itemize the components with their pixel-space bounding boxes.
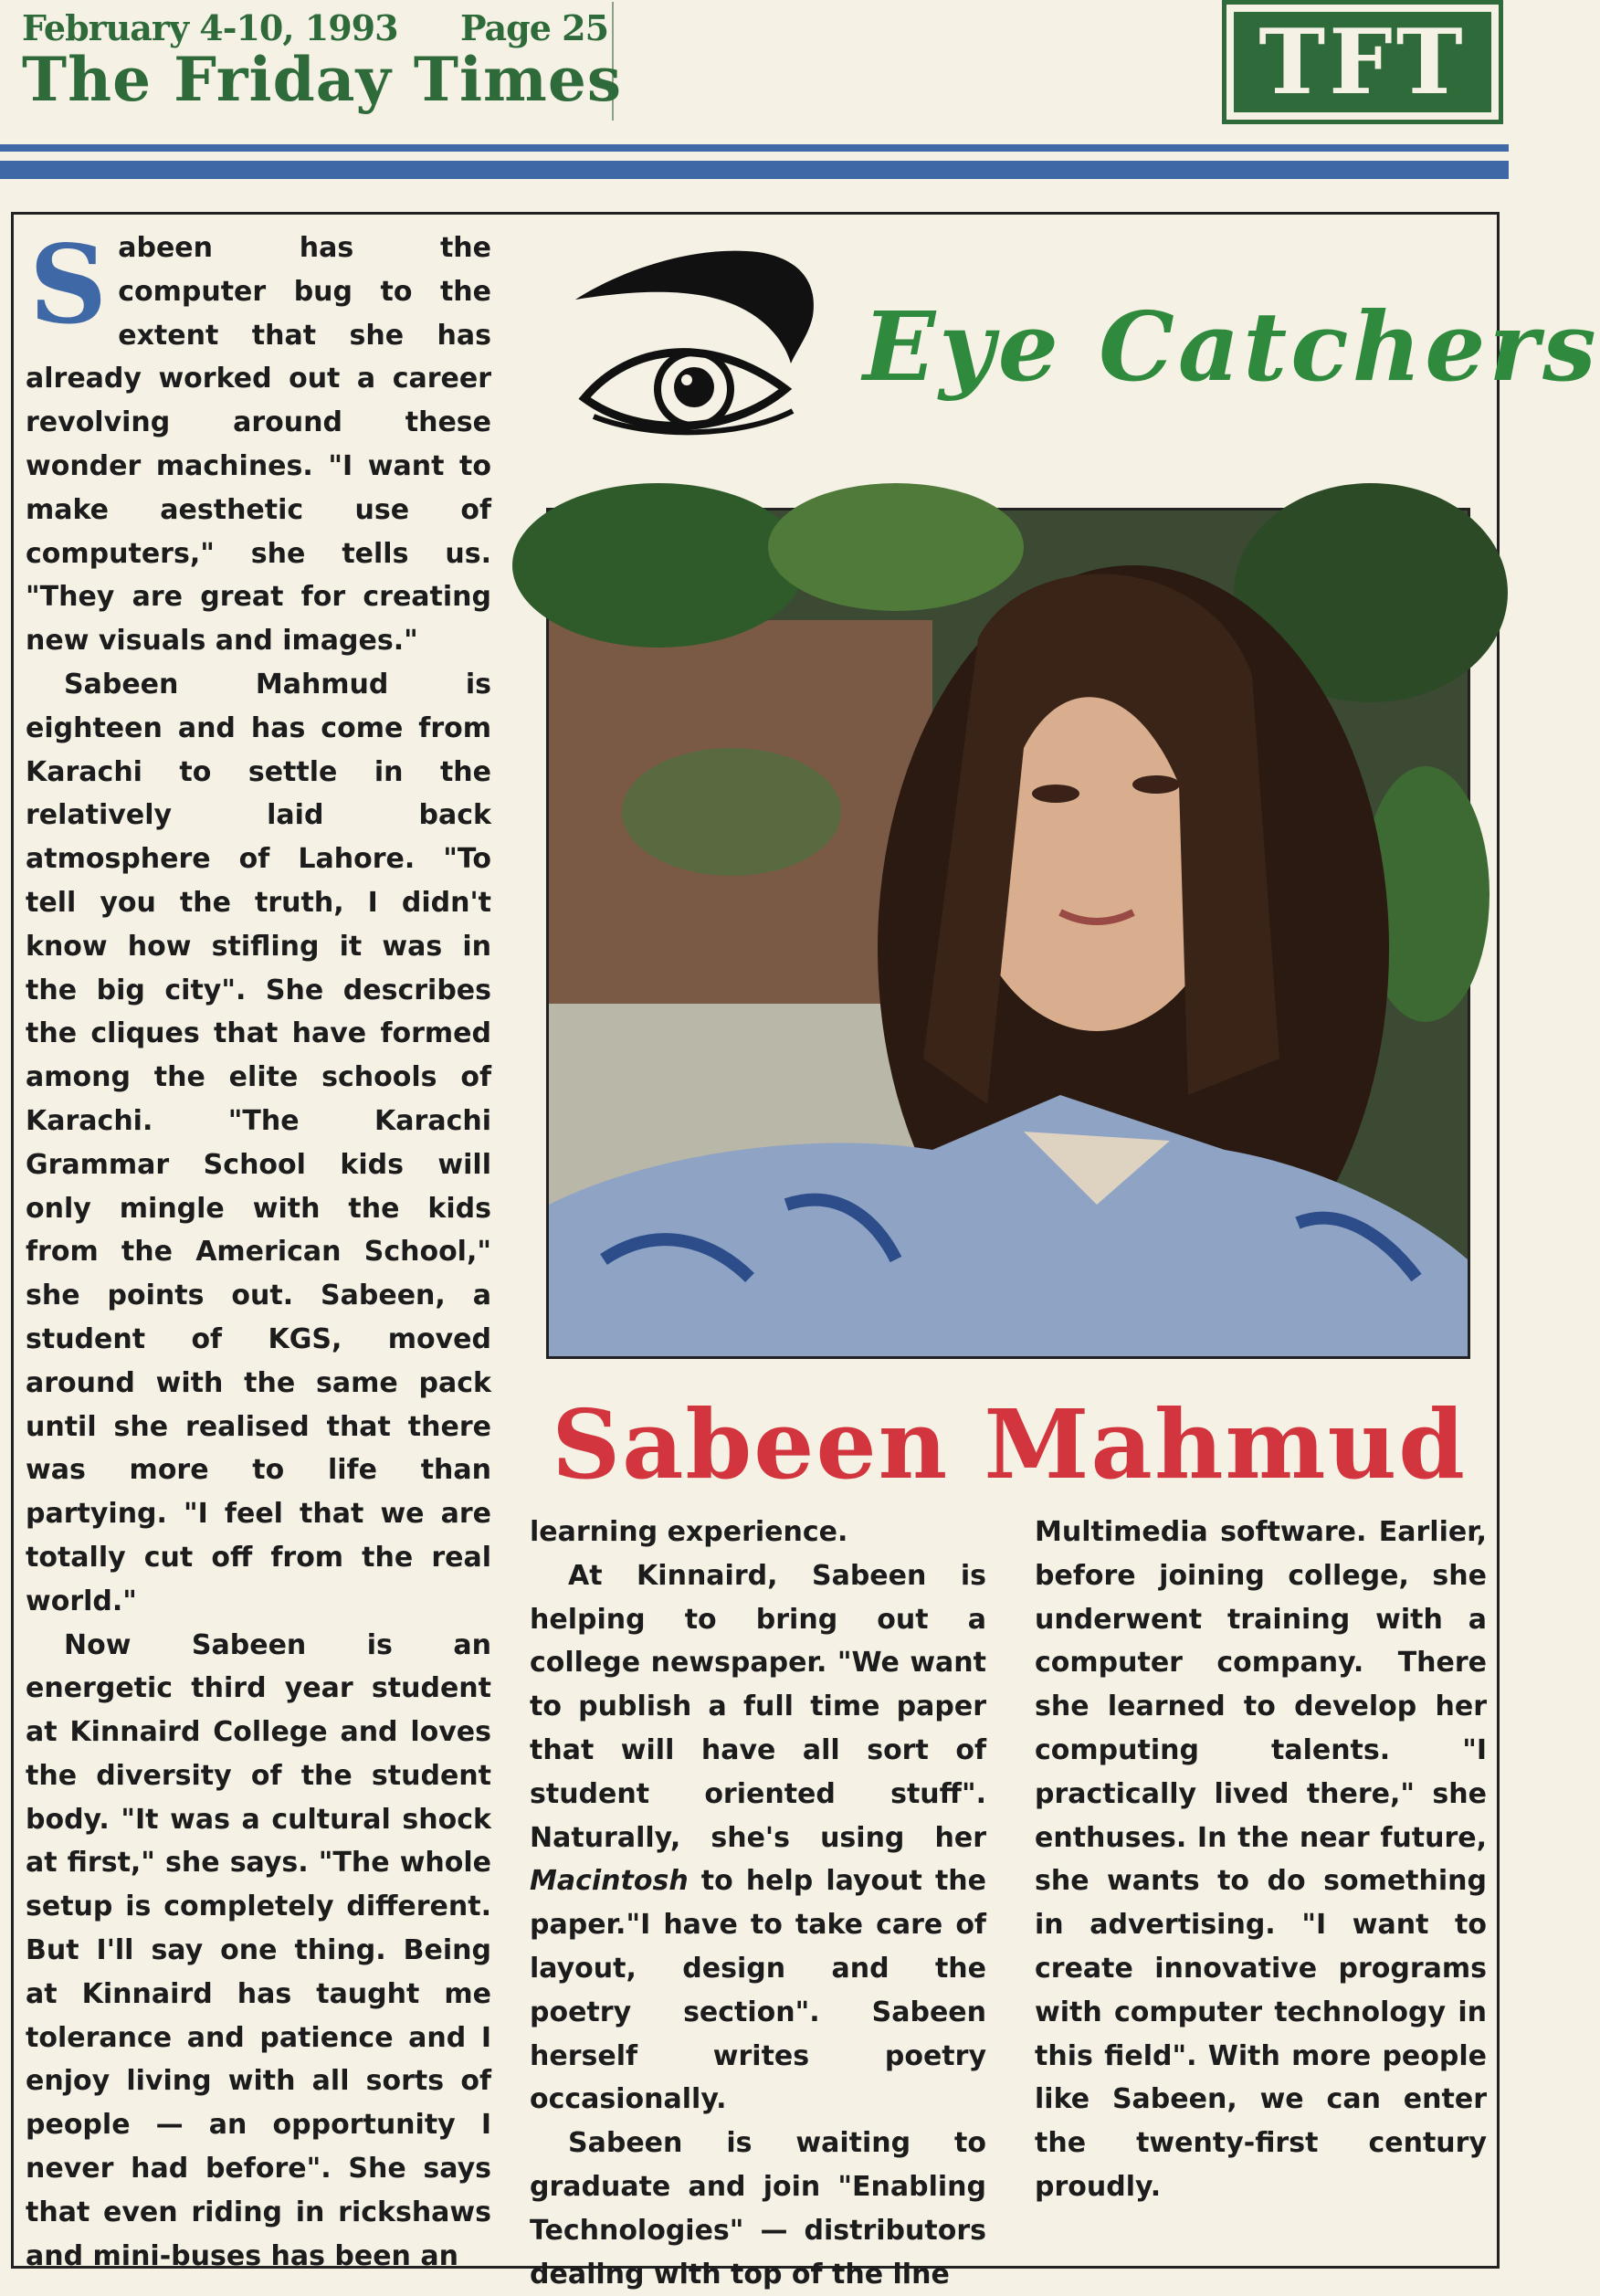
paragraph: Sabeen Mahmud is eighteen and has come from Karachi to settle in the relatively laid back atmosphere of Lahore. "To tell you the truth, I didn't know how stifling it was in the big city". She describes the cliques that have formed among the elite schools of Karachi. "The Karachi Grammar School kids will only mingle with the kids from the American School," she points out. Sabeen, a student of KGS, moved around with the same pack until she realised that there was more to life than partying. "I feel that we are totally cut off from the real world." <box>26 668 491 1617</box>
issue-date: February 4-10, 1993 <box>22 7 398 48</box>
article-column-1 <box>26 221 491 2278</box>
masthead-left <box>13 2 623 121</box>
drop-cap: S <box>29 221 108 348</box>
section-title: Eye Catchers <box>863 290 1600 403</box>
paragraph: abeen has the computer bug to the extent that she has already worked out a career revolving around these wonder machines. "I want to make aesthetic use of computers," she tells us. "They are great for creating new visuals and images." <box>26 232 491 658</box>
masthead <box>0 0 1509 137</box>
paragraph: learning experience. <box>530 1516 848 1548</box>
paragraph: Multimedia software. Earlier, before joining college, she underwent training with a computer company. There she learned to develop her computing talents. "I practically lived there," she enthuses. In the near future, she wants to do something in advertising. "I want to create innovative programs with computer technology in this field". With more people like Sabeen, we can enter the twenty-first century proudly. <box>1035 1516 1487 2203</box>
eye-icon <box>557 243 831 438</box>
paragraph-text: to help layout the paper."I have to take care of layout, design and the poetry section". Sabeen herself writes poetry occasionally. <box>530 1865 986 2116</box>
page-number: Page 25 <box>460 7 609 48</box>
paragraph: Sabeen is waiting to graduate and join "Enabling Technologies" — distributors dealing with top of the line <box>530 2127 986 2291</box>
top-rule <box>0 144 1509 152</box>
portrait-photo <box>546 508 1470 1359</box>
paragraph-text: At Kinnaird, Sabeen is helping to bring out a college newspaper. "We want to publish a full time paper that will have all sort of student oriented stuff". Naturally, she's using her <box>530 1559 986 1854</box>
logo-text: TFT <box>1234 12 1491 112</box>
top-rule-thick <box>0 161 1509 179</box>
publication-logo <box>1222 0 1503 124</box>
product-name: Macintosh <box>530 1865 689 1898</box>
publication-name: The Friday Times <box>22 44 623 115</box>
portrait-illustration <box>549 511 1468 1356</box>
headline: Sabeen Mahmud <box>552 1388 1467 1501</box>
article-column-3 <box>1035 1511 1487 2209</box>
article-column-2 <box>530 1511 986 2296</box>
paragraph: Now Sabeen is an energetic third year student at Kinnaird College and loves the diversity of the student body. "It was a cultural shock at first," she says. "The whole setup is completely different. But I'll say one thing. Being at Kinnaird has taught me tolerance and patience and I enjoy living with all sorts of people — an opportunity I never had before". She says that even riding in rickshaws and mini-buses has been an <box>26 1628 491 2272</box>
paragraph <box>530 1554 986 2122</box>
